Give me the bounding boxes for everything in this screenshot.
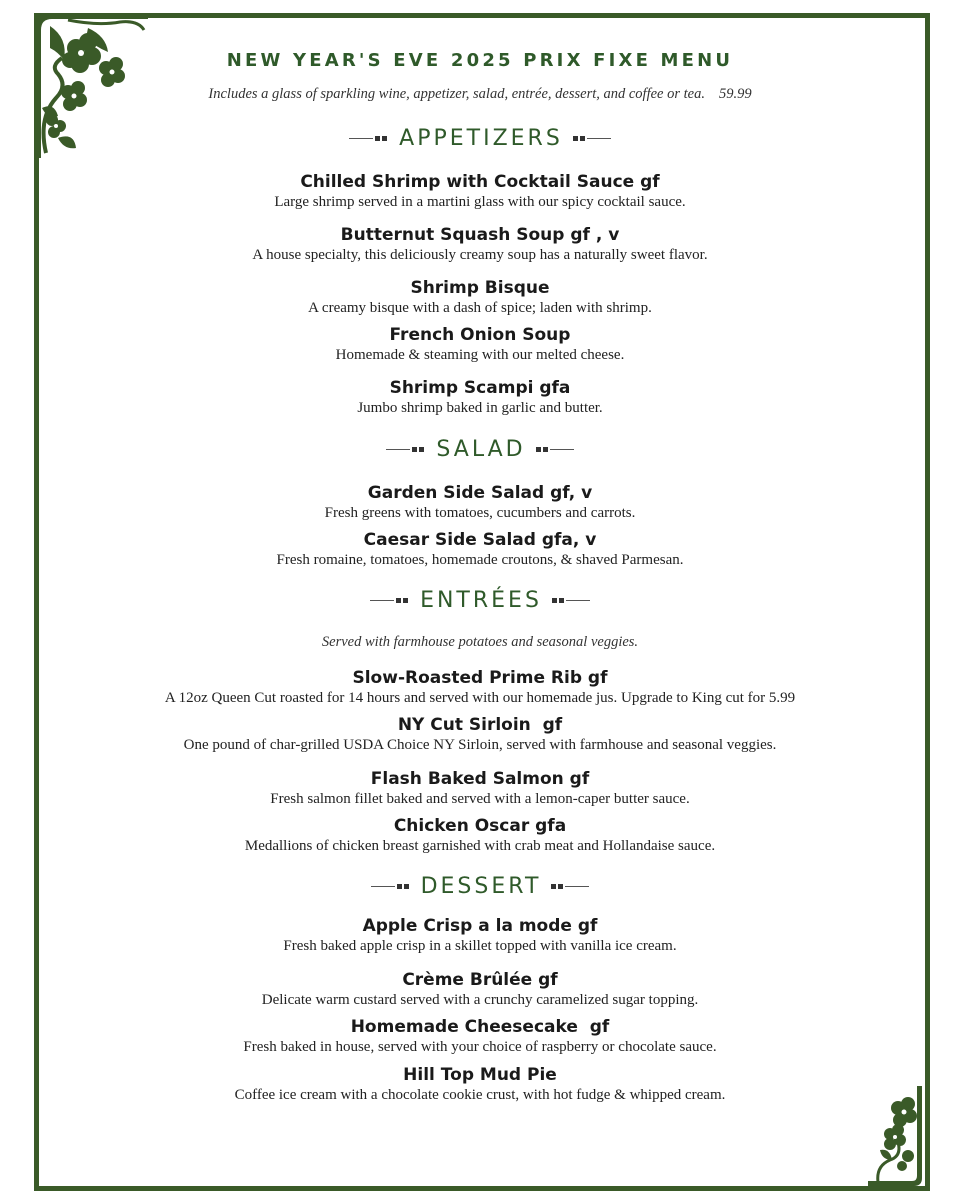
menu-item [0, 324, 960, 364]
item-name: Slow-Roasted Prime Rib gf [352, 668, 608, 688]
item-description: A creamy bisque with a dash of spice; laden with shrimp. [308, 300, 652, 316]
item-name: Shrimp Scampi gfa [389, 378, 571, 398]
item-description: A house specialty, this deliciously creamy soup has a naturally sweet flavor. [252, 247, 708, 263]
heading-rule-left [386, 447, 424, 452]
section-title: APPETIZERS [399, 126, 563, 151]
menu-price: 59.99 [718, 86, 752, 102]
item-description: Fresh salmon fillet baked and served with a lemon-caper butter sauce. [270, 791, 690, 807]
section-title: DESSERT [420, 874, 542, 899]
heading-rule-left [371, 884, 409, 889]
menu-item [0, 171, 960, 211]
section-title: ENTRÉES [420, 588, 542, 613]
heading-rule-left [349, 136, 387, 141]
item-description: Fresh baked apple crisp in a skillet topped with vanilla ice cream. [283, 938, 677, 954]
item-description: A 12oz Queen Cut roasted for 14 hours and served with our homemade jus. Upgrade to King cut for 5.99 [164, 690, 796, 706]
item-description: Jumbo shrimp baked in garlic and butter. [357, 400, 603, 416]
menu-item [0, 1016, 960, 1056]
item-name: Chicken Oscar gfa [393, 816, 567, 836]
heading-rule-right [552, 598, 590, 603]
menu-item [0, 915, 960, 955]
menu-title: NEW YEAR'S EVE 2025 PRIX FIXE MENU [226, 50, 734, 71]
item-description: Fresh baked in house, served with your choice of raspberry or chocolate sauce. [243, 1039, 717, 1055]
item-name: Garden Side Salad gf, v [367, 483, 593, 503]
intro-text: Includes a glass of sparkling wine, appetizer, salad, entrée, dessert, and coffee or tea. [208, 86, 705, 102]
menu-item [0, 815, 960, 855]
section-heading-dessert [0, 874, 960, 899]
menu-item [0, 529, 960, 569]
section-heading-salad [0, 437, 960, 462]
heading-rule-right [551, 884, 589, 889]
item-name: French Onion Soup [389, 325, 571, 345]
section-heading-appetizers [0, 126, 960, 151]
menu-item [0, 224, 960, 264]
heading-rule-right [536, 447, 574, 452]
item-description: Large shrimp served in a martini glass with our spicy cocktail sauce. [274, 194, 686, 210]
item-description: One pound of char-grilled USDA Choice NY Sirloin, served with farmhouse and seasonal veggies. [183, 737, 777, 753]
item-name: Apple Crisp a la mode gf [362, 916, 598, 936]
item-name: Caesar Side Salad gfa, v [363, 530, 597, 550]
section-heading-entrees [0, 588, 960, 613]
heading-rule-left [370, 598, 408, 603]
item-description: Fresh greens with tomatoes, cucumbers and carrots. [324, 505, 636, 521]
menu-item [0, 667, 960, 707]
menu-item [0, 277, 960, 317]
menu-intro [0, 86, 960, 103]
item-description: Coffee ice cream with a chocolate cookie crust, with hot fudge & whipped cream. [234, 1087, 726, 1103]
heading-rule-right [573, 136, 611, 141]
menu-item [0, 1064, 960, 1104]
item-description: Medallions of chicken breast garnished with crab meat and Hollandaise sauce. [244, 838, 716, 854]
item-name: Shrimp Bisque [410, 278, 550, 298]
item-name: Hill Top Mud Pie [403, 1065, 557, 1085]
menu-item [0, 768, 960, 808]
menu-item [0, 482, 960, 522]
item-name: NY Cut Sirloin gf [397, 715, 563, 735]
item-description: Homemade & steaming with our melted cheese. [335, 347, 625, 363]
menu-item [0, 969, 960, 1009]
menu-item [0, 377, 960, 417]
item-description: Fresh romaine, tomatoes, homemade croutons, & shaved Parmesan. [276, 552, 684, 568]
item-name: Flash Baked Salmon gf [370, 769, 590, 789]
item-name: Butternut Squash Soup gf , v [340, 225, 620, 245]
item-name: Chilled Shrimp with Cocktail Sauce gf [300, 172, 660, 192]
item-name: Crème Brûlée gf [402, 970, 558, 990]
section-subtitle: Served with farmhouse potatoes and seasonal veggies. [321, 634, 639, 650]
item-description: Delicate warm custard served with a crunchy caramelized sugar topping. [261, 992, 699, 1008]
menu-item [0, 714, 960, 754]
section-title: SALAD [436, 437, 526, 462]
item-name: Homemade Cheesecake gf [350, 1017, 610, 1037]
